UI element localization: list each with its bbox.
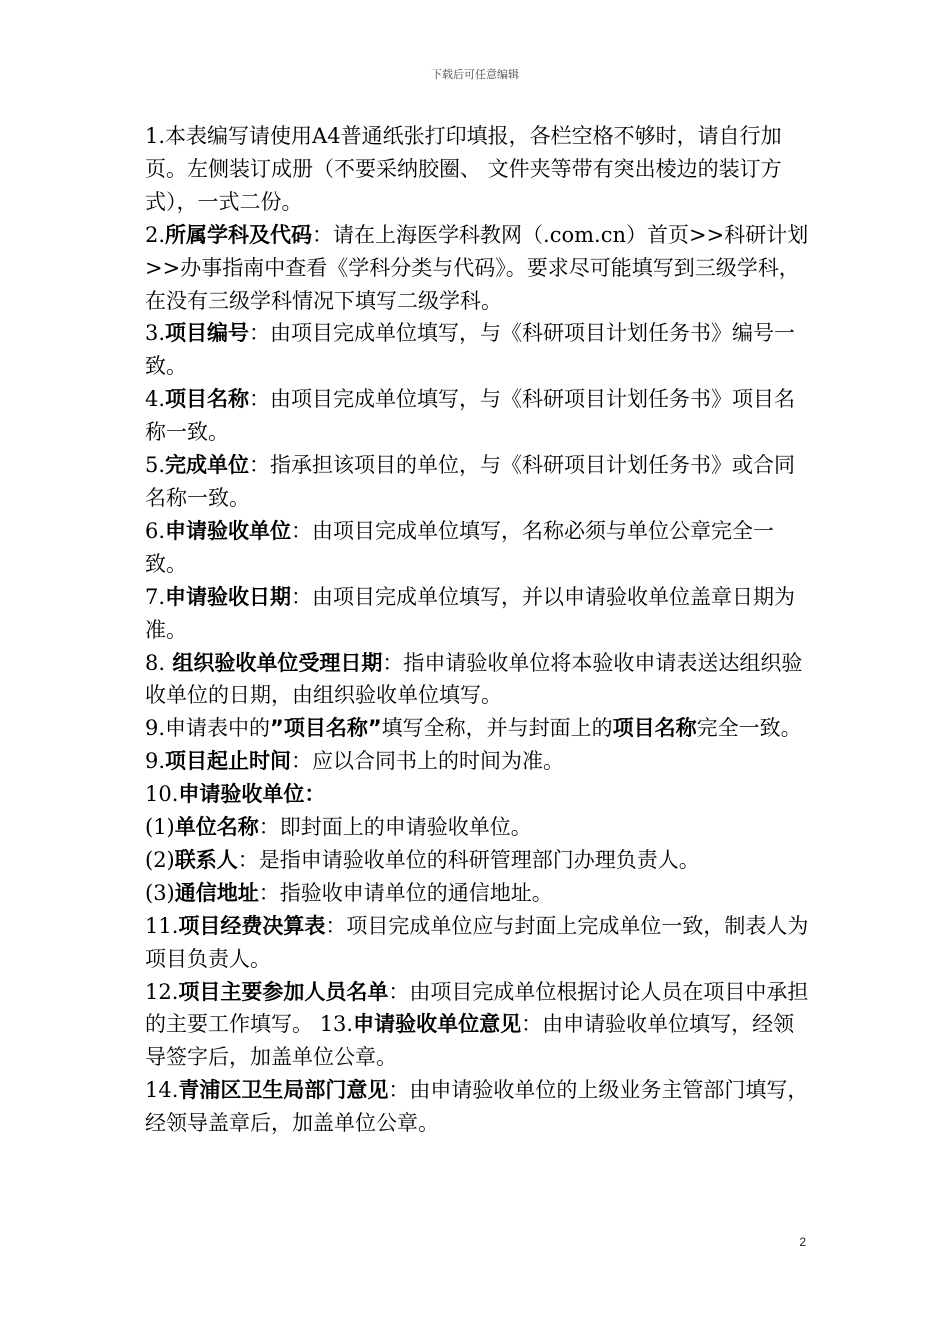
item-number: 7. (145, 584, 166, 609)
item-number: 14. (145, 1078, 179, 1103)
item-term: 通信地址 (174, 880, 259, 905)
instruction-item (145, 712, 810, 745)
item-number: 4. (145, 387, 166, 412)
item-number: 2. (145, 222, 166, 247)
item-term: 所属学科及代码 (165, 222, 313, 247)
document-body (145, 120, 810, 1140)
item-term: 青浦区卫生局部门意见 (178, 1078, 389, 1103)
item-term: 组织验收单位受理日期 (165, 650, 383, 675)
item-number: 10. (145, 782, 179, 807)
item-text: ：指申请验收单位将本验收申请表送达组织验收单位的日期，由组织验收单位填写。 (145, 650, 803, 708)
item-text: ：由项目完成单位填写，与《科研项目计划任务书》编号一致。 (145, 321, 796, 379)
item-text: 完全一致。 (696, 716, 802, 741)
instruction-item (145, 219, 810, 318)
instruction-item (145, 120, 810, 219)
item-term: 联系人 (174, 847, 238, 872)
item-term: 项目主要参加人员名单 (178, 979, 389, 1004)
instruction-item (145, 877, 810, 910)
item-text: ：由申请验收单位填写，经领导签字后，加盖单位公章。 (145, 1012, 795, 1070)
instruction-item (145, 811, 810, 844)
instruction-item (145, 976, 810, 1075)
item-term: 申请验收单位 (165, 518, 292, 543)
item-text: ：由项目完成单位填写，并以申请验收单位盖章日期为准。 (145, 584, 796, 642)
item-text: 办事指南中查看《学科分类与代码》。要求尽可能填写到三级学科，在没有三级学科情况下填写二级学科。 (145, 255, 800, 313)
item-text: .com.cn (543, 222, 627, 247)
item-number: 11. (145, 913, 179, 938)
instruction-item (145, 1074, 810, 1140)
item-term: 单位名称 (174, 815, 259, 840)
item-text: ：即封面上的申请验收单位。 (258, 815, 532, 840)
item-text: A4 (312, 124, 341, 148)
item-term: 项目名称 (165, 387, 250, 412)
item-text: ：指验收申请单位的通信地址。 (258, 880, 553, 905)
item-number: 9. (145, 716, 166, 741)
item-text: 本表编写请使用 (165, 124, 313, 148)
item-text: >> (145, 255, 181, 280)
item-text: 13. (319, 1012, 354, 1037)
item-text: ：由项目完成单位填写，与《科研项目计划任务书》项目名称一致。 (145, 387, 796, 445)
item-text: ：指承担该项目的单位，与《科研项目计划任务书》或合同名称一致。 (145, 453, 796, 510)
item-text: 填写全称，并与封面上的 (381, 716, 613, 741)
item-term: 项目经费决算表 (178, 913, 326, 938)
item-text: ：由申请验收单位的上级业务主管部门填写，经领导盖章后，加盖单位公章。 (145, 1078, 809, 1136)
instruction-item (145, 647, 810, 713)
instruction-item (145, 910, 810, 976)
item-term: 项目起止时间 (165, 749, 292, 774)
instruction-item (145, 515, 810, 581)
item-text: 科研计划 (724, 222, 809, 247)
instruction-item (145, 745, 810, 778)
item-term: 申请验收日期 (165, 584, 292, 609)
instruction-item (145, 317, 810, 383)
item-number: 8. (145, 650, 166, 675)
item-term: 项目编号 (165, 321, 250, 346)
item-text: ：由项目完成单位填写，名称必须与单位公章完全一致。 (145, 518, 775, 576)
page-number: 2 (799, 1235, 806, 1249)
item-text: >> (689, 222, 725, 247)
item-term: ”项目名称” (270, 716, 382, 741)
item-text: ：是指申请验收单位的科研管理部门办理负责人。 (237, 847, 700, 872)
item-term: 项目名称 (612, 716, 697, 741)
item-number: 9. (145, 749, 166, 774)
instruction-item (145, 778, 810, 811)
item-text: 普通纸张打印填报，各栏空格不够时，请自行加页。左侧装订成册（不要采纳胶圈、 文件夹等带有突出棱边的装订方式），一式二份。 (145, 124, 782, 214)
item-text: ：应以合同书上的时间为准。 (291, 749, 565, 774)
item-number: 12. (145, 979, 179, 1004)
page-header: 下载后可任意编辑 (431, 68, 519, 81)
item-text: 申请表中的 (165, 716, 271, 741)
item-term: 完成单位 (165, 453, 250, 478)
instruction-item (145, 383, 810, 449)
item-term: 申请验收单位意见 (353, 1012, 522, 1037)
item-number: 6. (145, 518, 166, 543)
item-number: (3) (145, 880, 175, 905)
item-text: ：请在上海医学科教网（ (312, 222, 544, 247)
item-number: (2) (145, 847, 175, 872)
item-number: 1. (145, 124, 166, 148)
item-term: 申请验收单位： (178, 782, 326, 807)
item-text: ：由项目完成单位根据讨论人员在项目中承担的主要工作填写。 (145, 979, 809, 1037)
instruction-item (145, 581, 810, 647)
instruction-item (145, 844, 810, 877)
item-number: 5. (145, 453, 166, 478)
instruction-item (145, 449, 810, 515)
item-number: 3. (145, 321, 166, 346)
item-text: ：项目完成单位应与封面上完成单位一致，制表人为项目负责人。 (145, 913, 809, 971)
item-number: (1) (145, 815, 175, 840)
item-text: ）首页 (626, 222, 690, 247)
